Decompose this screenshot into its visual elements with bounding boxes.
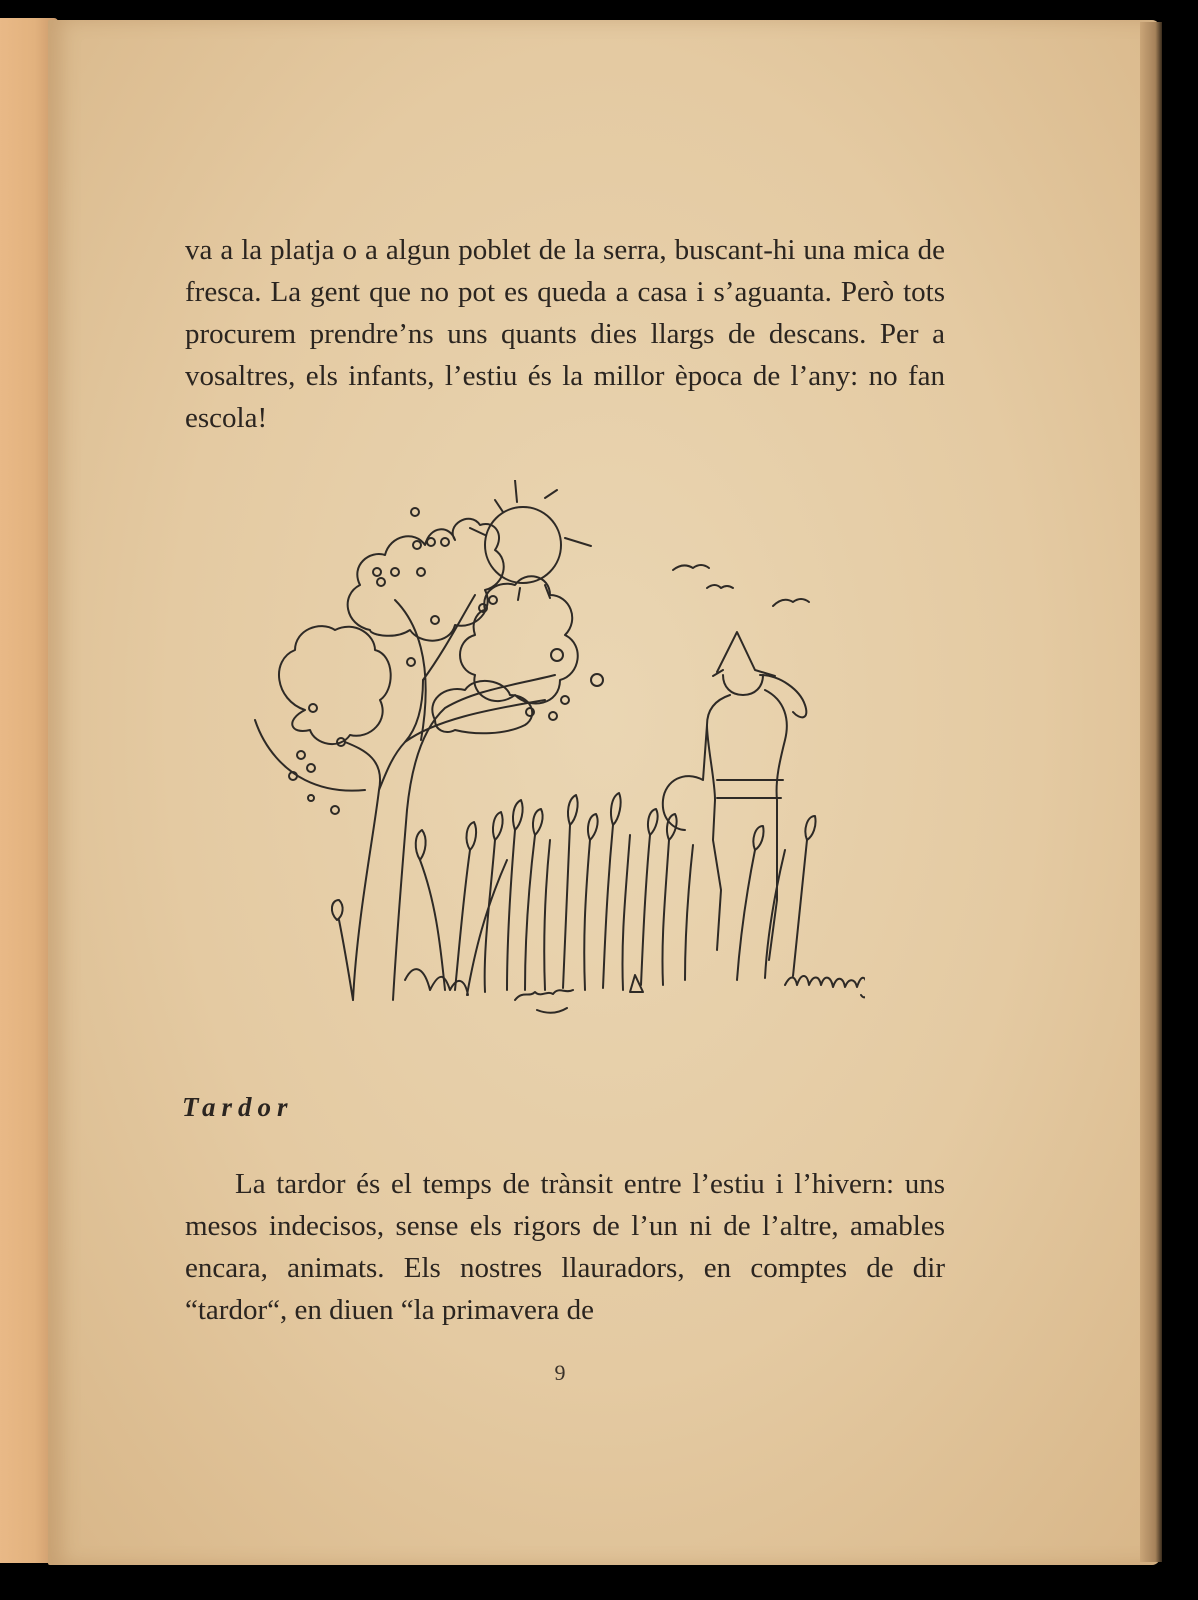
sun-drawing [470, 480, 591, 600]
paragraph-bottom: La tardor és el temps de trànsit entre l’estiu i l’hivern: uns mesos indecisos, sense els rigors de l’un ni de l’altre, amables encara, animats. Els nostres llauradors, en comptes de dir “tardor“, en diuen “la primavera de [185, 1168, 945, 1326]
figure-drawing [663, 632, 807, 960]
wheat-field-drawing [332, 793, 816, 1013]
page-number: 9 [554, 1360, 566, 1385]
summer-field-illustration [245, 480, 865, 1040]
paragraph-top: va a la platja o a algun poblet de la serra, buscant-hi una mica de fresca. La gent que no pot es queda a casa i s’aguanta. Però tots procurem prendre’ns uns quants dies llargs de descans. Per a vosaltres, els infants, l’estiu és la millor època de l’any: no fan escola! [185, 234, 945, 434]
artist-signature-drawing [785, 976, 865, 997]
tree-drawing [255, 508, 603, 1000]
birds-drawing [673, 565, 809, 606]
page-stack-edge [1140, 22, 1162, 1562]
section-heading: Tardor [182, 1092, 294, 1122]
